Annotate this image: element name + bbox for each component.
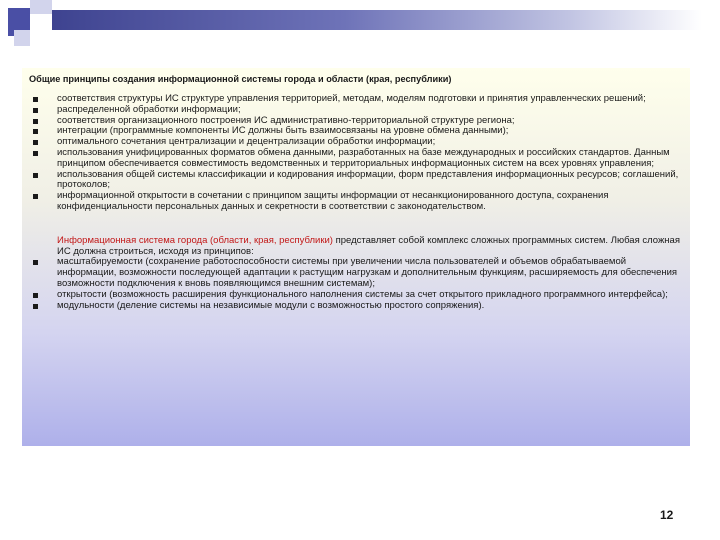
general-principles-list: [29, 94, 680, 213]
section-heading: Общие принципы создания информационной системы города и области (края, республики): [29, 74, 452, 84]
list-item: открытости (возможность расширения функционального наполнения системы за счет открытого прикладного программного интерфейса);: [29, 290, 680, 301]
bullet-square-icon: [33, 173, 38, 178]
title-bar-gradient: [52, 10, 702, 30]
decor-square-light-top: [30, 0, 52, 14]
list-item: интеграции (программные компоненты ИС должны быть взаимосвязаны на уровне обмена данными);: [29, 126, 680, 137]
intro-highlight: Информационная система города (области, края, республики): [57, 234, 333, 246]
bullet-square-icon: [33, 260, 38, 265]
list-item: оптимального сочетания централизации и децентрализации обработки информации;: [29, 137, 680, 148]
list-item: модульности (деление системы на независимые модули с возможностью простого сопряжения).: [29, 301, 680, 312]
list-item: информационной открытости в сочетании с принципом защиты информации от несанкционированного доступа, сохранения конфиденциальности персональных данных и секретности в соответствии с законодательством.: [29, 191, 680, 213]
intro-paragraph: [29, 236, 680, 258]
bullet-square-icon: [33, 293, 38, 298]
list-item: соответствия структуры ИС структуре управления территорией, методам, моделям подготовки и принятия управленческих решений;: [29, 94, 680, 105]
content-box: [22, 68, 690, 446]
bullet-square-icon: [33, 194, 38, 199]
list-item: использования общей системы классификации и кодирования информации, форм представления информационных ресурсов; соглашений, протоколов;: [29, 170, 680, 192]
bullet-square-icon: [33, 129, 38, 134]
bullet-square-icon: [33, 151, 38, 156]
bullet-square-icon: [33, 304, 38, 309]
list-item: соответствия организационного построения ИС административно-территориальной структуре региона;: [29, 116, 680, 127]
page-number: 12: [660, 508, 674, 522]
system-principles-list: [29, 257, 680, 311]
decor-square-dark: [8, 8, 30, 30]
bullet-square-icon: [33, 108, 38, 113]
bullet-square-icon: [33, 97, 38, 102]
intro-rest: представляет собой комплекс сложных программных систем. Любая сложная ИС должна строиться, исходя из принципов:: [57, 234, 680, 257]
list-item: распределенной обработки информации;: [29, 105, 680, 116]
list-item: использования унифицированных форматов обмена данными, разработанных на базе международных и российских стандартов. Данным принципом обеспечивается совместимость ведомственных и территориальных информационных систем на всех уровнях управления;: [29, 148, 680, 170]
decor-square-light-bottom: [14, 30, 30, 46]
bullet-square-icon: [33, 119, 38, 124]
bullet-square-icon: [33, 140, 38, 145]
list-item: масштабируемости (сохранение работоспособности системы при увеличении числа пользователей и объемов обрабатываемой информации, возможности последующей адаптации к растущим нагрузкам и дополнительным функциям, расширяемость для обеспечения возможности подключения к вновь появляющимся внешним системам);: [29, 257, 680, 289]
decor-square-dark-small: [8, 30, 14, 36]
